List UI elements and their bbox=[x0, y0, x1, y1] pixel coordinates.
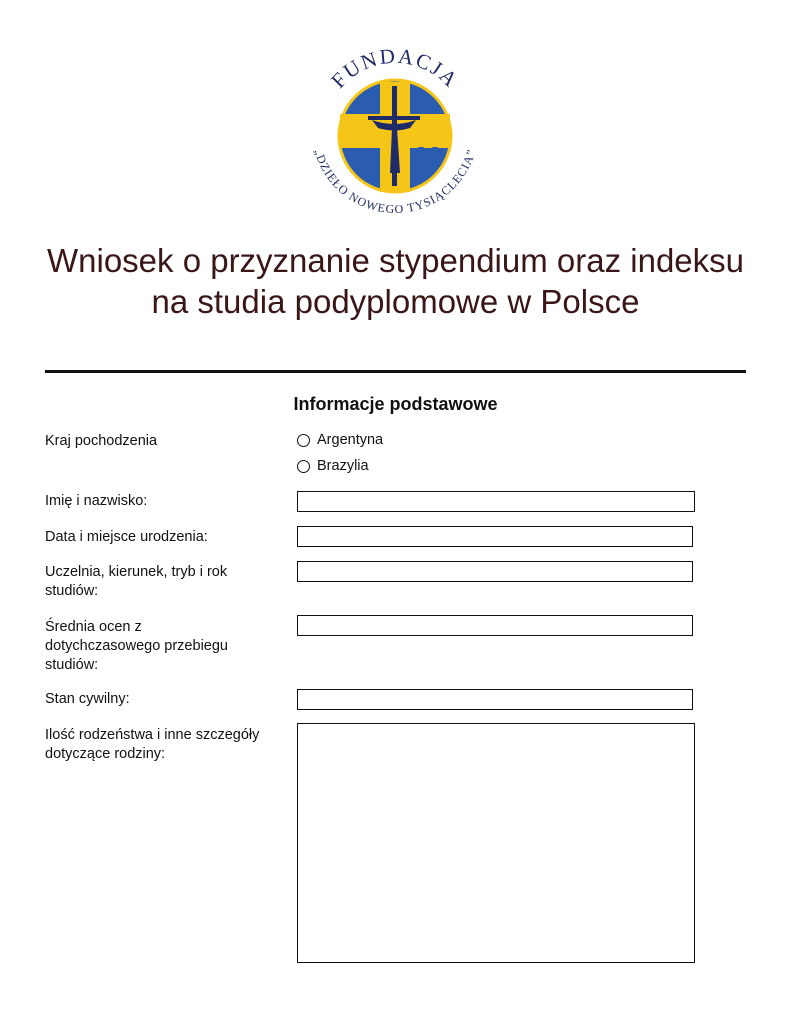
marital-label: Stan cywilny: bbox=[45, 691, 130, 707]
family-label-line-1: Ilość rodzeństwa i inne szczegóły bbox=[45, 727, 260, 743]
document-title-line-2: na studia podyplomowe w Polsce bbox=[151, 283, 640, 320]
section-heading: Informacje podstawowe bbox=[293, 394, 498, 414]
country-label: Kraj pochodzenia bbox=[45, 433, 158, 449]
studies-label-line-1: Uczelnia, kierunek, tryb i rok bbox=[45, 564, 228, 580]
birth-label: Data i miejsce urodzenia: bbox=[45, 529, 208, 545]
title-divider bbox=[45, 370, 746, 373]
logo-monogram: M bbox=[416, 141, 440, 172]
family-label-line-2: dotyczące rodziny: bbox=[45, 746, 166, 762]
studies-label bbox=[45, 563, 285, 601]
grades-label-line-2: dotychczasowego przebiegu bbox=[45, 638, 228, 654]
grades-label bbox=[45, 618, 285, 675]
grades-field[interactable] bbox=[297, 615, 693, 636]
grades-label-line-3: studiów: bbox=[45, 657, 99, 673]
grades-label-line-1: Średnia ocen z bbox=[45, 619, 142, 635]
foundation-logo bbox=[300, 38, 490, 228]
marital-field[interactable] bbox=[297, 689, 693, 710]
studies-field[interactable] bbox=[297, 561, 693, 582]
birth-field[interactable] bbox=[297, 526, 693, 547]
radio-label-brazil: Brazylia bbox=[317, 458, 369, 474]
studies-label-line-2: studiów: bbox=[45, 583, 99, 599]
document-title bbox=[0, 240, 791, 322]
name-label: Imię i nazwisko: bbox=[45, 493, 148, 509]
family-label bbox=[45, 726, 285, 764]
radio-label-argentina: Argentyna bbox=[317, 432, 384, 448]
name-field[interactable] bbox=[297, 491, 695, 512]
radio-option-argentina[interactable] bbox=[297, 432, 383, 448]
document-title-line-1: Wniosek o przyznanie stypendium oraz indeksu bbox=[46, 242, 744, 279]
family-textarea[interactable] bbox=[297, 723, 695, 963]
radio-button-argentina[interactable] bbox=[297, 434, 310, 447]
radio-button-brazil[interactable] bbox=[297, 460, 310, 473]
logo-arc-bottom-text: „DZIEŁO NOWEGO TYSIĄCLECIA” bbox=[311, 147, 479, 217]
logo-arc-top-text: FUNDACJA bbox=[326, 43, 464, 93]
radio-option-brazil[interactable] bbox=[297, 458, 369, 474]
